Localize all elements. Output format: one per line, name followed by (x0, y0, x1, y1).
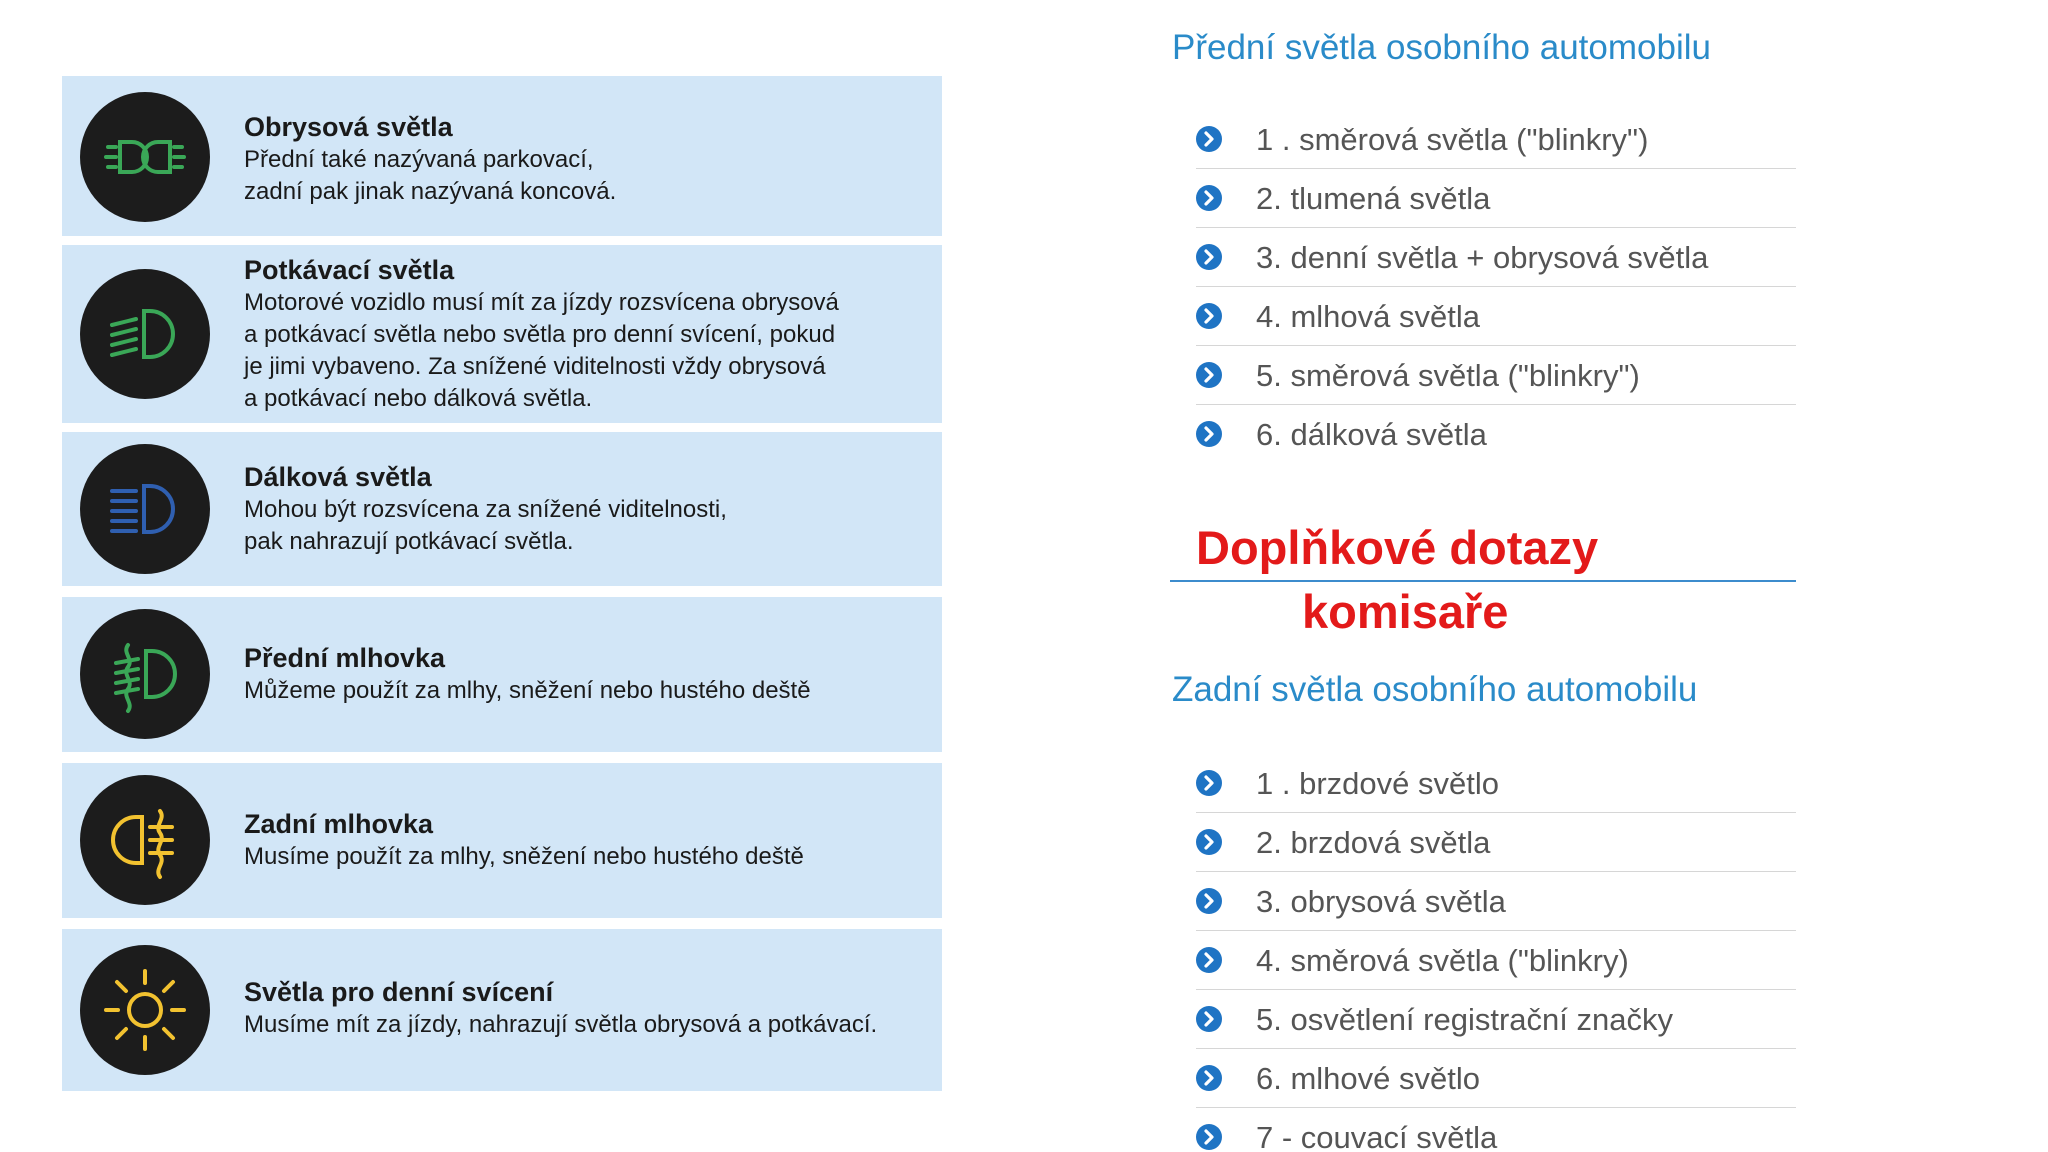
front-lights-list (1196, 110, 1796, 463)
list-item-text: 6. mlhové světlo (1256, 1061, 1480, 1096)
list-item-text: 4. mlhová světla (1256, 299, 1480, 334)
list-item-text: 6. dálková světla (1256, 417, 1487, 452)
list-item (1196, 405, 1796, 463)
list-item-text: 2. tlumená světla (1256, 181, 1491, 216)
list-item (1196, 346, 1796, 405)
list-item (1196, 228, 1796, 287)
chevron-right-icon (1196, 362, 1222, 388)
front-lights-heading: Přední světla osobního automobilu (1172, 28, 1711, 67)
high-beam-icon (80, 444, 210, 574)
panel-description: Motorové vozidlo musí mít za jízdy rozsvícena obrysová a potkávací světla nebo světla pro denní svícení, pokud je jimi vybaveno. Za snížené viditelnosti vždy obrysová a potkávací nebo dálková světla. (244, 289, 839, 412)
list-item-text: 7 - couvací světla (1256, 1120, 1498, 1152)
chevron-right-icon (1196, 244, 1222, 270)
panel-low-beam (62, 245, 942, 423)
panel-description: Musíme mít za jízdy, nahrazují světla obrysová a potkávací. (244, 1011, 878, 1038)
chevron-right-icon (1196, 303, 1222, 329)
panel-title: Světla pro denní svícení (244, 977, 554, 1007)
daytime-running-lights-icon (80, 945, 210, 1075)
panel-description: Přední také nazývaná parkovací, zadní pak jinak nazývaná koncová. (244, 146, 617, 205)
panel-description: Musíme použít za mlhy, sněžení nebo hustého deště (244, 843, 804, 870)
rear-lights-list (1196, 754, 1796, 1152)
chevron-right-icon (1196, 126, 1222, 152)
list-item-text: 1 . směrová světla ("blinkry") (1256, 122, 1649, 157)
panel-rear-fog (62, 763, 942, 918)
low-beam-icon (80, 269, 210, 399)
panel-position-lights (62, 76, 942, 236)
list-item-text: 1 . brzdové světlo (1256, 766, 1499, 801)
supplementary-questions-title: Doplňkové dotazy (1196, 521, 1599, 574)
panel-title: Zadní mlhovka (244, 809, 434, 839)
list-item (1196, 931, 1796, 990)
panel-title: Dálková světla (244, 462, 432, 492)
rear-lights-heading: Zadní světla osobního automobilu (1172, 670, 1698, 709)
panel-title: Obrysová světla (244, 112, 453, 142)
chevron-right-icon (1196, 888, 1222, 914)
chevron-right-icon (1196, 1006, 1222, 1032)
front-fog-light-icon (80, 609, 210, 739)
list-item-text: 5. směrová světla ("blinkry") (1256, 358, 1640, 393)
panel-daytime-running (62, 929, 942, 1091)
chevron-right-icon (1196, 1124, 1222, 1150)
panel-front-fog (62, 597, 942, 752)
panel-title: Přední mlhovka (244, 643, 446, 673)
panel-high-beam (62, 432, 942, 586)
list-item (1196, 872, 1796, 931)
supplementary-questions-subtitle: komisaře (1302, 585, 1509, 638)
position-lights-icon (80, 92, 210, 222)
list-item (1196, 287, 1796, 346)
chevron-right-icon (1196, 829, 1222, 855)
list-item (1196, 110, 1796, 169)
chevron-right-icon (1196, 185, 1222, 211)
chevron-right-icon (1196, 421, 1222, 447)
list-item (1196, 813, 1796, 872)
list-item-text: 2. brzdová světla (1256, 825, 1491, 860)
list-item (1196, 169, 1796, 228)
list-item-text: 5. osvětlení registrační značky (1256, 1002, 1673, 1037)
panel-description: Mohou být rozsvícena za snížené viditelnosti, pak nahrazují potkávací světla. (244, 496, 727, 555)
chevron-right-icon (1196, 947, 1222, 973)
list-item (1196, 990, 1796, 1049)
panel-description: Můžeme použít za mlhy, sněžení nebo hustého deště (244, 677, 811, 704)
list-item (1196, 754, 1796, 813)
panel-title: Potkávací světla (244, 255, 455, 285)
chevron-right-icon (1196, 770, 1222, 796)
list-item-text: 3. obrysová světla (1256, 884, 1506, 919)
list-item-text: 3. denní světla + obrysová světla (1256, 240, 1709, 275)
list-item-text: 4. směrová světla ("blinkry) (1256, 943, 1629, 978)
chevron-right-icon (1196, 1065, 1222, 1091)
list-item (1196, 1049, 1796, 1108)
rear-fog-light-icon (80, 775, 210, 905)
list-item (1196, 1108, 1796, 1152)
